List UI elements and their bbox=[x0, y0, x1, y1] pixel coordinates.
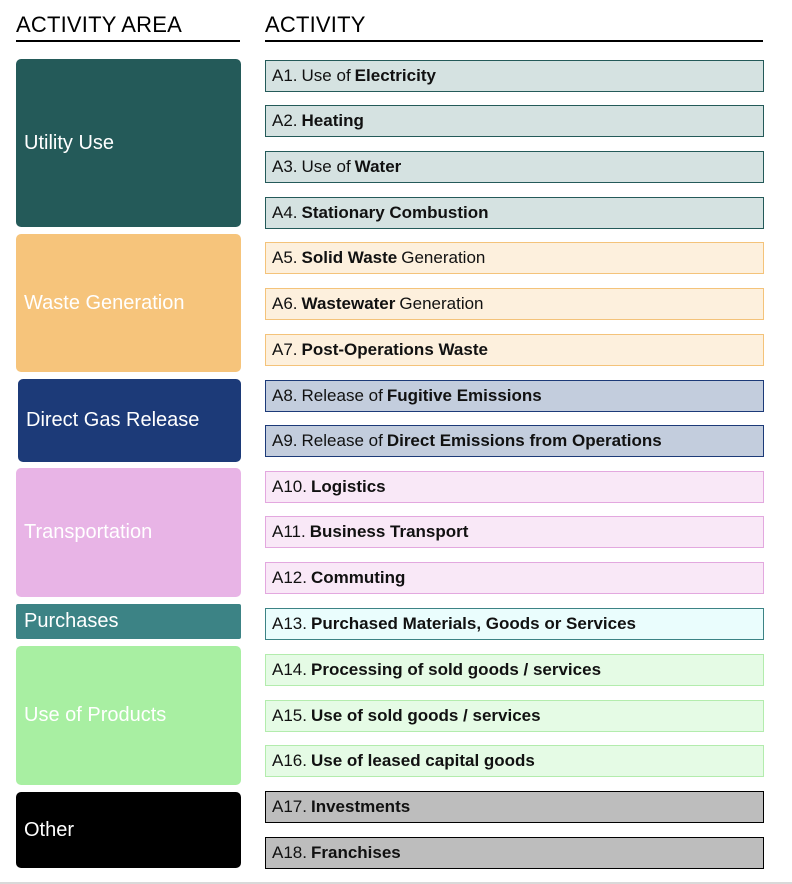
activity-row-9 bbox=[265, 425, 764, 457]
activity-prefix: Use of bbox=[301, 157, 351, 176]
activity-prefix: Use of bbox=[301, 66, 351, 85]
activity-row-17 bbox=[265, 791, 764, 823]
activity-name: Processing of sold goods / services bbox=[310, 660, 602, 679]
activity-row-10 bbox=[265, 471, 764, 503]
activity-row-6 bbox=[265, 288, 764, 320]
activity-row-18 bbox=[265, 837, 764, 869]
activity-row-1 bbox=[265, 60, 764, 92]
area-label: Use of Products bbox=[24, 704, 167, 726]
activity-code: A5. bbox=[272, 248, 298, 267]
activity-code: A8. bbox=[272, 386, 298, 405]
activity-name: Logistics bbox=[310, 477, 386, 496]
activity-row-5 bbox=[265, 242, 764, 274]
activity-name: Electricity bbox=[354, 66, 436, 85]
activity-name: Solid Waste bbox=[301, 248, 398, 267]
area-direct-gas-release bbox=[18, 379, 241, 462]
activity-row-3 bbox=[265, 151, 764, 183]
activity-name: Use of leased capital goods bbox=[310, 751, 535, 770]
activity-name: Post-Operations Waste bbox=[301, 340, 488, 359]
activity-name: Purchased Materials, Goods or Services bbox=[310, 614, 637, 633]
activity-row-12 bbox=[265, 562, 764, 594]
area-label: Transportation bbox=[24, 521, 153, 543]
activity-row-14 bbox=[265, 654, 764, 686]
activity-code: A9. bbox=[272, 431, 298, 450]
activity-row-16 bbox=[265, 745, 764, 777]
activity-code: A16. bbox=[272, 751, 307, 770]
area-label: Utility Use bbox=[24, 131, 115, 154]
activity-code: A17. bbox=[272, 797, 307, 816]
area-label: Purchases bbox=[24, 610, 119, 632]
activity-name: Heating bbox=[301, 111, 364, 130]
activity-prefix: Release of bbox=[301, 431, 383, 450]
activity-name: Direct Emissions from Operations bbox=[386, 431, 662, 450]
activity-code: A3. bbox=[272, 157, 298, 176]
activity-row-13 bbox=[265, 608, 764, 640]
activity-area-header: ACTIVITY AREA bbox=[16, 12, 240, 42]
activity-code: A13. bbox=[272, 614, 307, 633]
activity-name: Water bbox=[354, 157, 402, 176]
activity-code: A10. bbox=[272, 477, 307, 496]
activity-prefix: Release of bbox=[301, 386, 383, 405]
area-other bbox=[16, 792, 241, 868]
activity-code: A12. bbox=[272, 568, 307, 587]
activity-row-7 bbox=[265, 334, 764, 366]
activity-code: A14. bbox=[272, 660, 307, 679]
area-waste-generation bbox=[16, 234, 241, 372]
activity-suffix: Generation bbox=[401, 248, 486, 267]
activity-name: Use of sold goods / services bbox=[310, 706, 541, 725]
area-label: Other bbox=[24, 818, 75, 841]
activity-header: ACTIVITY bbox=[265, 12, 763, 42]
activity-code: A11. bbox=[272, 522, 306, 541]
area-utility-use bbox=[16, 59, 241, 227]
area-use-of-products bbox=[16, 646, 241, 785]
activity-suffix: Generation bbox=[399, 294, 484, 313]
activity-code: A6. bbox=[272, 294, 298, 313]
activity-code: A15. bbox=[272, 706, 307, 725]
activity-name: Franchises bbox=[310, 843, 401, 862]
activity-code: A2. bbox=[272, 111, 298, 130]
activity-row-2 bbox=[265, 105, 764, 137]
activity-row-4 bbox=[265, 197, 764, 229]
activity-code: A4. bbox=[272, 203, 298, 222]
area-purchases bbox=[16, 604, 241, 639]
activity-name: Commuting bbox=[310, 568, 406, 587]
activity-row-15 bbox=[265, 700, 764, 732]
area-label: Waste Generation bbox=[24, 291, 185, 314]
activity-row-8 bbox=[265, 380, 764, 412]
activity-name: Stationary Combustion bbox=[301, 203, 489, 222]
activity-name: Business Transport bbox=[309, 522, 469, 541]
activity-row-11 bbox=[265, 516, 764, 548]
area-label: Direct Gas Release bbox=[26, 409, 200, 431]
activity-code: A7. bbox=[272, 340, 298, 359]
activity-code: A1. bbox=[272, 66, 298, 85]
activity-name: Fugitive Emissions bbox=[386, 386, 542, 405]
activity-name: Investments bbox=[310, 797, 411, 816]
activity-code: A18. bbox=[272, 843, 307, 862]
activity-name: Wastewater bbox=[301, 294, 396, 313]
area-transportation bbox=[16, 468, 241, 597]
